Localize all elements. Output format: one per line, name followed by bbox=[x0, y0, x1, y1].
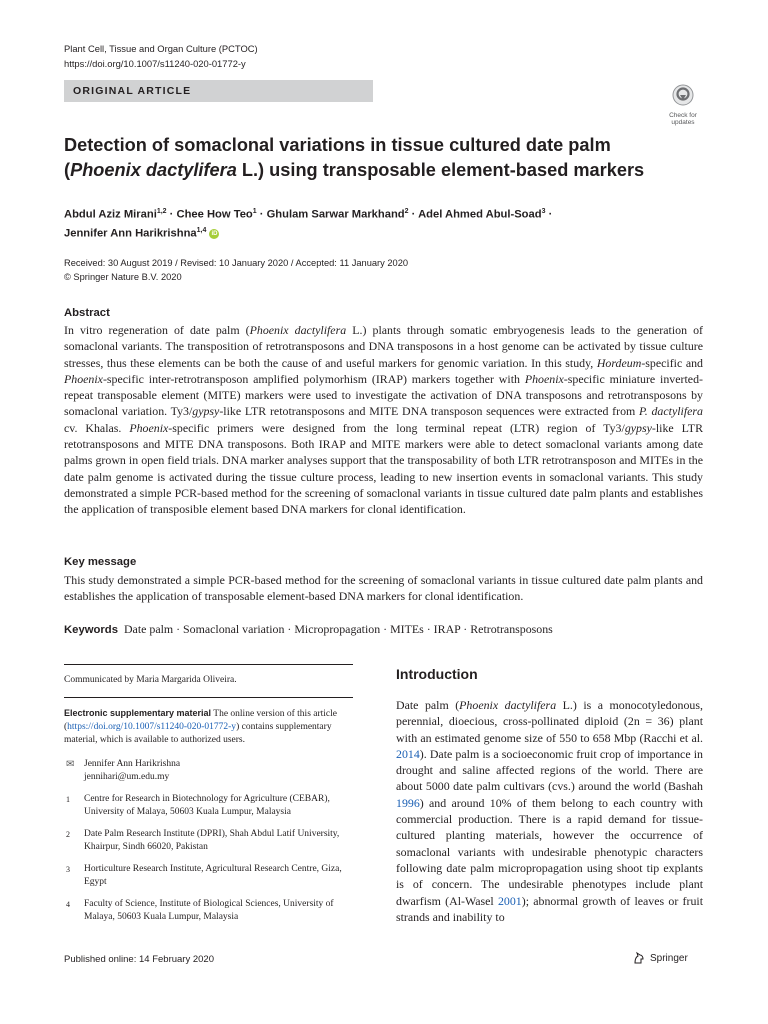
publisher-logo bbox=[632, 951, 688, 965]
springer-horse-icon bbox=[632, 951, 646, 965]
affiliation-number: 3 bbox=[66, 865, 70, 874]
article-title bbox=[64, 133, 704, 183]
history-dates: Received: 30 August 2019 / Revised: 10 January 2020 / Accepted: 11 January 2020 bbox=[64, 258, 409, 268]
publisher-name: Springer bbox=[650, 952, 688, 964]
communicated-by: Communicated by Maria Margarida Oliveira. bbox=[64, 675, 237, 685]
author-name[interactable]: Chee How Teo bbox=[176, 208, 253, 221]
citation-link[interactable]: 1996 bbox=[396, 795, 420, 810]
copyright-line: © Springer Nature B.V. 2020 bbox=[64, 271, 182, 282]
check-for-updates-badge[interactable] bbox=[661, 84, 705, 124]
crossmark-label: Check for updates bbox=[669, 112, 697, 126]
keywords-label: Keywords bbox=[64, 624, 118, 636]
title-line-2: (Phoenix dactylifera L.) using transposable element-based markers bbox=[64, 160, 645, 180]
citation-link[interactable]: 2001 bbox=[497, 893, 522, 908]
affiliation-item bbox=[64, 793, 353, 819]
introduction-text: Date palm (Phoenix dactylifera L.) is a monocotyledonous, perennial, dioecious, cross-pollinated diploid (2n = 36) plant with an estimated genome size of 550 to 658 Mbp (Racchi et al. 2014). Date palm is a socioeconomic fruit crop of importance in drought and saline affected regions of the world. There are about 5000 date palm cultivars (cvs.) around the world (Bashah 1996) and around 10% of them belong to each country with commercial production. There is a rapid demand for tissue-cultured planting materials, however the occurrence of somaclonal variants with undesirable phenotypic characters following date palm micropropagation using shoot tip explants is of concern. The undesirable phenotypes include plant dwarfism (Al-Wasel 2001); abnormal growth of leaves or fruit strands and inability to bbox=[396, 698, 703, 924]
keywords bbox=[64, 621, 704, 638]
article-type-banner bbox=[64, 80, 373, 102]
affiliation-item bbox=[64, 863, 353, 889]
introduction-heading: Introduction bbox=[396, 666, 478, 682]
footnotes bbox=[64, 664, 353, 933]
affiliation-item bbox=[64, 898, 353, 924]
journal-name: Plant Cell, Tissue and Organ Culture (PCTOC) bbox=[64, 43, 258, 54]
footnote-divider bbox=[64, 664, 353, 665]
abstract-text: In vitro regeneration of date palm (Phoenix dactylifera L.) plants through somatic embryogenesis leads to the generation of somaclonal variants. The transposition of retrotransposons and DNA transposons in a host genome can be activated by tissue culture stresses, thus these elements can be both the cause of and useful markers for genomic variation. In this study, Hordeum-specific and Phoenix-specific inter-retrotransposon amplified polymorhism (IRAP) markers together with Phoenix-specific miniature inverted-repeat transposable element (MITE) markers were used to investigate the activation of DNA transposons and retrotransposons by somaclonal variation. Ty3/gypsy-like LTR retotransposons and MITE DNA transposon sequences were extracted from P. dactylifera cv. Khalas. Phoenix-specific primers were designed from the long terminal repeat (LTR) region of Ty3/gypsy-like LTR retotransposons and MITE DNA transposons. Both IRAP and MITE markers were able to detect somaclonal variants among date palms grown in open field trials. DNA marker analyses support that the transposability of both LTR retrotransposon and MITEs in the date palm genome is activated during the tissue culture process, leading to new insertion events in somaclonal variants. This study demonstrated a simple PCR-based method for the screening of somaclonal variants in tissue cultured date palm plants and establishes the application of transposible element based DNA markers for clonal identification. bbox=[64, 323, 704, 517]
affiliation-text: Centre for Research in Biotechnology for Agriculture (CEBAR), University of Malaya, 50603 Kuala Lumpur, Malaysia bbox=[84, 794, 330, 817]
article-type-label: ORIGINAL ARTICLE bbox=[73, 85, 192, 97]
supplementary-doi-link[interactable]: https://doi.org/10.1007/s11240-020-01772-y bbox=[67, 722, 237, 732]
affiliation-number: 2 bbox=[66, 830, 70, 839]
author-name[interactable]: Jennifer Ann Harikrishna bbox=[64, 227, 197, 240]
supplementary-material-note: Electronic supplementary material The online version of this article (https://doi.org/10.1007/s11240-020-01772-y) contains supplementary material, which is available to authorized users. bbox=[64, 708, 337, 745]
envelope-icon: ✉ bbox=[66, 759, 75, 770]
published-date: Published online: 14 February 2020 bbox=[64, 954, 214, 965]
affiliation-item bbox=[64, 828, 353, 854]
article-dates bbox=[64, 257, 408, 284]
article-doi[interactable]: https://doi.org/10.1007/s11240-020-01772-y bbox=[64, 58, 246, 69]
author-name[interactable]: Ghulam Sarwar Markhand bbox=[266, 208, 405, 221]
affiliation-number: 1 bbox=[66, 795, 70, 804]
footnote-divider bbox=[64, 697, 353, 698]
author-list: Abdul Aziz Mirani$^{1,2}$ · Chee How Teo$^1$ · Ghulam Sarwar Markhand$^2$ · Adel Ahmed Abul-Soad$^3$ · Jennifer Ann Harikrishna$^{1,4}$ iD bbox=[64, 208, 553, 240]
orcid-icon[interactable]: iD bbox=[211, 230, 218, 237]
corresponding-author-name: Jennifer Ann Harikrishna bbox=[84, 759, 181, 769]
corresponding-author-email[interactable]: jennihari@um.edu.my bbox=[84, 772, 170, 782]
abstract-heading: Abstract bbox=[64, 307, 110, 319]
title-line-1: Detection of somaclonal variations in tissue cultured date palm bbox=[64, 135, 611, 155]
author-name[interactable]: Abdul Aziz Mirani bbox=[64, 208, 157, 221]
affiliation-text: Faculty of Science, Institute of Biological Sciences, University of Malaya, 50603 Kuala Lumpur, Malaysia bbox=[84, 899, 334, 922]
affiliation-text: Date Palm Research Institute (DPRI), Shah Abdul Latif University, Khairpur, Sindh 66020, Pakistan bbox=[84, 829, 340, 852]
author-affiliation-marker: 3 bbox=[541, 208, 546, 215]
author-name[interactable]: Adel Ahmed Abul-Soad bbox=[418, 208, 542, 221]
affiliation-number: 4 bbox=[66, 900, 70, 909]
affiliation-list bbox=[64, 758, 353, 924]
crossmark-icon bbox=[672, 84, 694, 106]
corresponding-author bbox=[64, 758, 353, 784]
key-message-heading: Key message bbox=[64, 556, 137, 568]
citation-link[interactable]: 2014 bbox=[396, 746, 420, 761]
author-affiliation-marker: 1 bbox=[252, 208, 257, 215]
author-affiliation-marker: 1,2 bbox=[156, 208, 167, 215]
affiliation-text: Horticulture Research Institute, Agricultural Research Centre, Giza, Egypt bbox=[84, 864, 342, 887]
key-message-text: This study demonstrated a simple PCR-based method for the screening of somaclonal variants in tissue cultured date palm plants and establishes the application of transposable element-based DNA markers for clonal identification. bbox=[64, 573, 703, 604]
keywords-list: Date palm · Somaclonal variation · Micropropagation · MITEs · IRAP · Retrotransposons bbox=[123, 622, 553, 636]
journal-header bbox=[64, 41, 258, 71]
author-affiliation-marker: 1,4 bbox=[196, 226, 207, 234]
author-affiliation-marker: 2 bbox=[404, 208, 409, 215]
